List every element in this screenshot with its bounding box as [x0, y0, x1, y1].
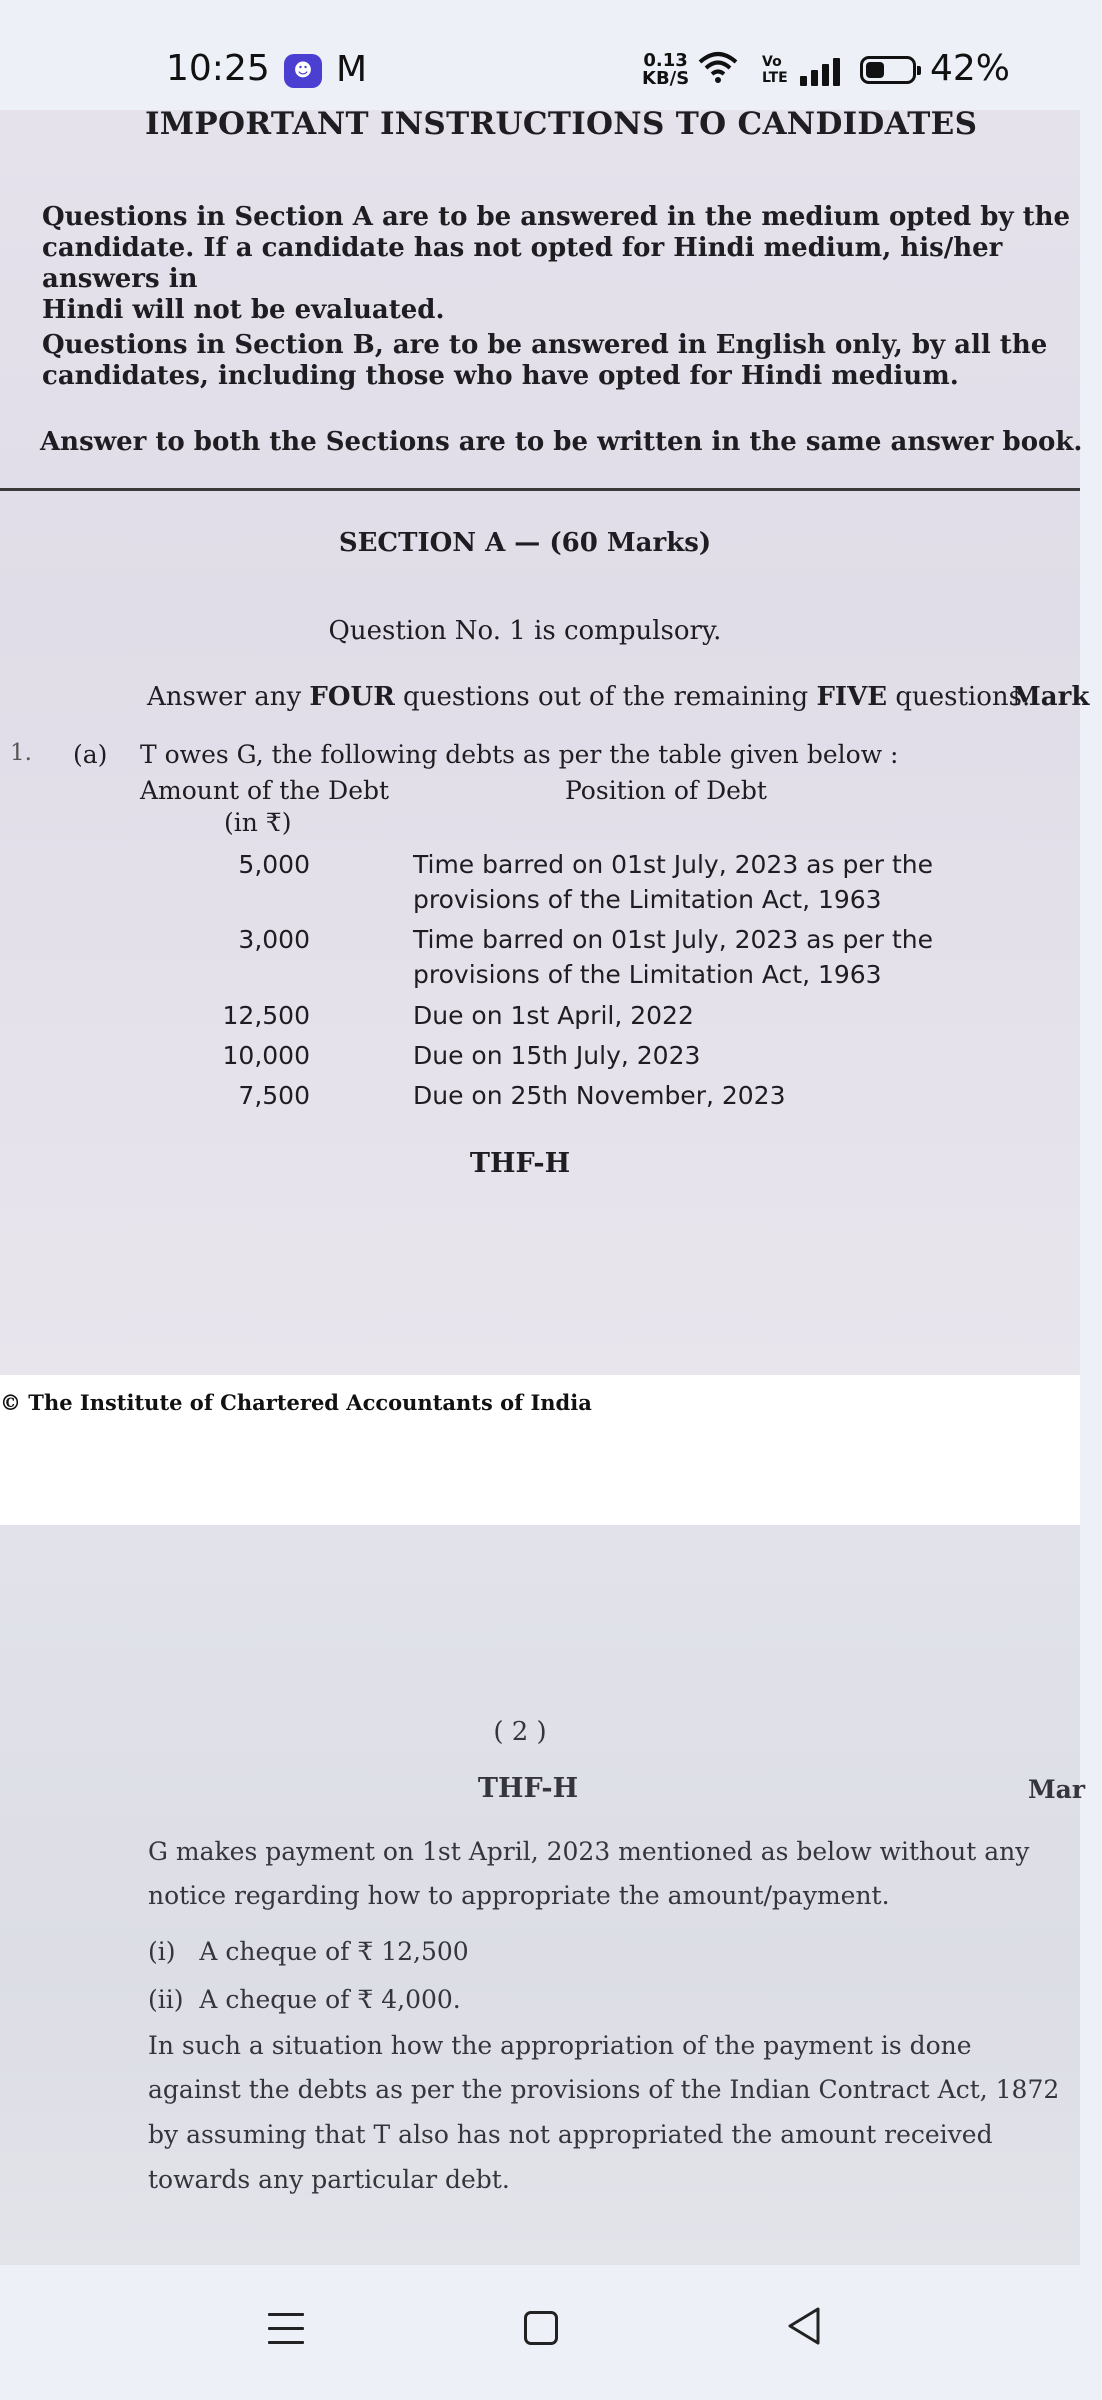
question-line: by assuming that T also has not appropriated the amount received: [148, 2120, 993, 2149]
debt-amount: 3,000: [238, 925, 310, 954]
instruction-line: Questions in Section A are to be answered in the medium opted by the: [42, 202, 1071, 232]
signal-icon: [800, 58, 844, 86]
document-page-1: [0, 106, 1090, 1375]
status-time: 10:25: [166, 48, 270, 89]
question-line: G makes payment on 1st April, 2023 mentioned as below without any: [148, 1837, 1030, 1866]
page-heading: IMPORTANT INSTRUCTIONS TO CANDIDATES: [145, 106, 978, 142]
debt-position: Due on 25th November, 2023: [413, 1081, 786, 1110]
question-text: T owes G, the following debts as per the table given below :: [140, 740, 899, 769]
column-header-position: Position of Debt: [565, 776, 767, 805]
question-part: (a): [73, 740, 108, 769]
debt-position: Due on 1st April, 2022: [413, 1001, 694, 1030]
back-button[interactable]: [784, 2305, 822, 2351]
marks-column-label: Mark: [1012, 682, 1090, 712]
volte-label: Vo: [762, 54, 782, 70]
network-speed-value: 0.13: [643, 50, 688, 71]
question-line: (i) A cheque of ₹ 12,500: [148, 1937, 469, 1966]
question-line: In such a situation how the appropriation of the payment is done: [148, 2031, 972, 2060]
question-line: (ii) A cheque of ₹ 4,000.: [148, 1985, 461, 2014]
debt-amount: 7,500: [238, 1081, 310, 1110]
recent-apps-button[interactable]: [268, 2313, 304, 2355]
divider: [0, 488, 1080, 491]
navigation-bar: [0, 2265, 1080, 2400]
network-speed-unit: KB/S: [642, 68, 690, 89]
battery-percent: 42%: [930, 48, 1011, 89]
instruction-paragraph-2: [42, 330, 1102, 392]
instruction-line: candidates, including those who have opted for Hindi medium.: [42, 361, 959, 391]
instruction-line: candidate. If a candidate has not opted for Hindi medium, his/her answers in: [42, 233, 1003, 294]
volte-icon: [762, 54, 788, 86]
battery-icon: [860, 56, 916, 84]
lte-label: LTE: [762, 70, 788, 86]
app-notification-icon: ☻: [284, 54, 322, 88]
debt-amount: 5,000: [238, 850, 310, 879]
section-title: SECTION A — (60 Marks): [338, 528, 712, 558]
copyright-footer: © The Institute of Chartered Accountants of India: [0, 1390, 592, 1415]
instruction-paragraph-3: Answer to both the Sections are to be written in the same answer book.: [40, 427, 1083, 457]
instruction-paragraph-1: [42, 202, 1102, 326]
debt-amount: 10,000: [222, 1041, 310, 1070]
page-number: ( 2 ): [493, 1717, 547, 1747]
column-header-amount: Amount of the Debt: [140, 776, 390, 805]
debt-amount: 12,500: [222, 1001, 310, 1030]
compulsory-note: Question No. 1 is compulsory.: [328, 616, 722, 646]
paper-code: THF-H: [469, 1148, 571, 1179]
paper-code: THF-H: [477, 1773, 579, 1804]
debt-position: Time barred on 01st July, 2023 as per the: [413, 925, 933, 954]
question-line: towards any particular debt.: [148, 2165, 510, 2194]
mail-icon: M: [336, 49, 368, 90]
wifi-icon: [698, 50, 738, 93]
network-speed: [642, 52, 689, 88]
debt-position: provisions of the Limitation Act, 1963: [413, 885, 882, 914]
instruction-line: Hindi will not be evaluated.: [42, 295, 445, 325]
column-header-amount-unit: (in ₹): [224, 808, 292, 837]
debt-position: Time barred on 01st July, 2023 as per the: [413, 850, 933, 879]
debt-position: provisions of the Limitation Act, 1963: [413, 960, 882, 989]
question-number: 1.: [10, 740, 32, 766]
question-line: notice regarding how to appropriate the amount/payment.: [148, 1881, 890, 1910]
instruction-line: Questions in Section B, are to be answered in English only, by all the: [42, 330, 1048, 360]
document-page-2: [0, 1525, 1086, 2265]
debt-position: Due on 15th July, 2023: [413, 1041, 701, 1070]
answer-instruction: Answer any FOUR questions out of the remaining FIVE questions.: [147, 682, 1031, 712]
question-line: against the debts as per the provisions of the Indian Contract Act, 1872: [148, 2075, 1060, 2104]
status-bar: [0, 0, 1080, 110]
marks-column-label: Mar: [1028, 1775, 1086, 1804]
home-button[interactable]: [524, 2311, 558, 2345]
